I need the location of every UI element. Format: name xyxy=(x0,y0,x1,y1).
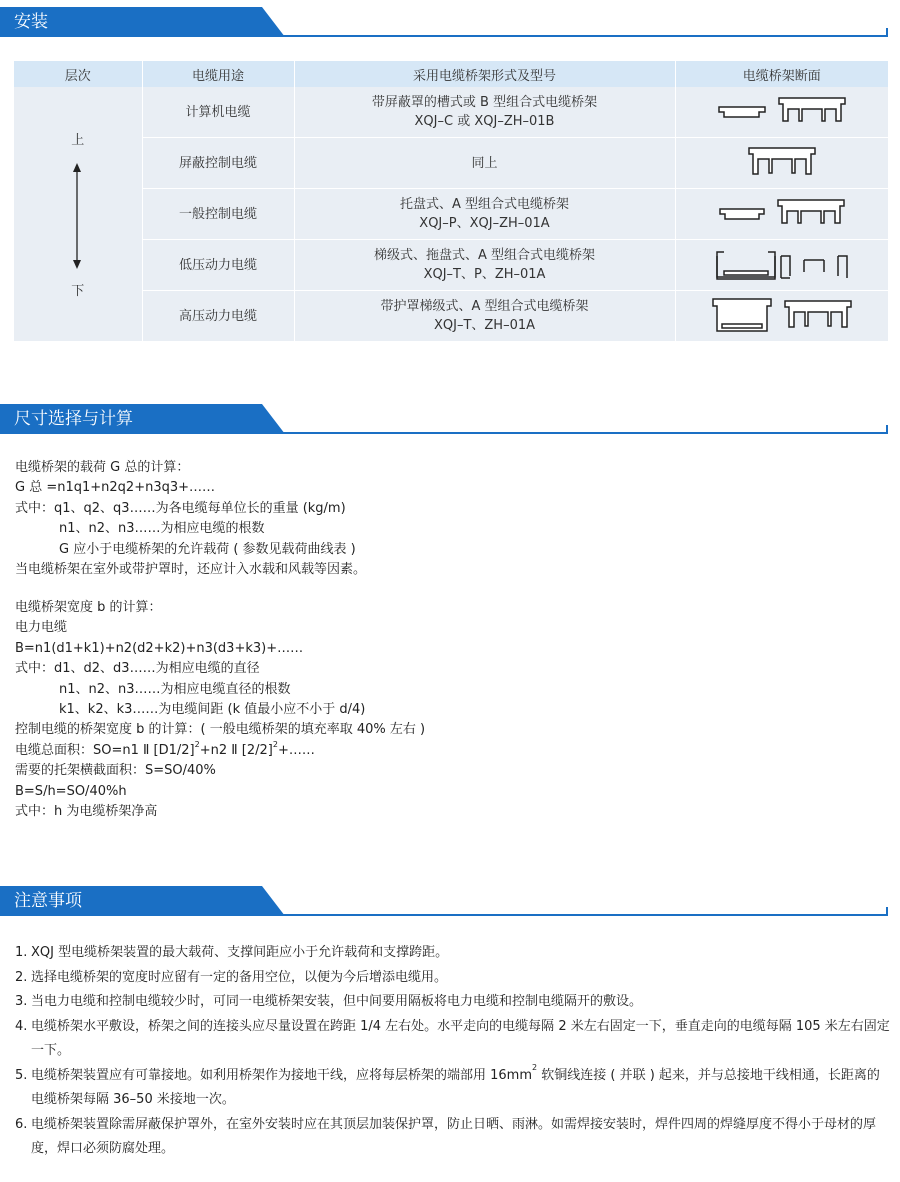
tray-ladder-a-icon xyxy=(780,250,848,280)
notes-list xyxy=(15,941,890,1162)
tray-cover-trough-small-icon xyxy=(718,102,766,122)
calc-line: B=S/h=SO/40%h xyxy=(15,783,127,799)
list-item xyxy=(15,966,890,991)
note-number: 1. xyxy=(15,945,28,960)
area-formula-part: +n2 Ⅱ [2/2] xyxy=(199,742,273,758)
list-item xyxy=(15,1113,890,1162)
section-header-notes xyxy=(0,886,888,916)
form-line-2: XQJ–C 或 XQJ–ZH–01B xyxy=(414,114,555,129)
level-top-label: 上 xyxy=(71,133,85,148)
use-cell: 高压动力电缆 xyxy=(142,291,294,342)
note-number: 3. xyxy=(15,994,28,1009)
tray-ladder-icon xyxy=(716,250,776,280)
form-line-2: XQJ–P、XQJ–ZH–01A xyxy=(419,216,550,231)
calc-line: B=n1(d1+k1)+n2(d2+k2)+n3(d3+k3)+…… xyxy=(15,640,304,656)
form-cell xyxy=(294,240,675,291)
calc-line: 式中：h 为电缆桥架净高 xyxy=(15,804,158,820)
form-cell xyxy=(294,87,675,138)
tray-shielded-trough-icon xyxy=(748,147,816,179)
calc-line: n1、n2、n3……为相应电缆直径的根数 xyxy=(59,681,291,697)
section-rule-end xyxy=(886,28,888,37)
header-form: 采用电缆桥架形式及型号 xyxy=(294,61,675,87)
note-text xyxy=(31,1064,890,1113)
calc-line: 电缆桥架的载荷 G 总的计算： xyxy=(15,460,190,475)
table-row xyxy=(14,291,888,342)
area-formula-part: +…… xyxy=(277,742,315,758)
load-calc-block xyxy=(15,458,366,580)
superscript: 2 xyxy=(194,739,200,749)
tray-pallet-small-icon xyxy=(719,204,765,224)
form-line-1: 带屏蔽罩的槽式或 B 型组合式电缆桥架 xyxy=(371,95,598,110)
use-cell: 屏蔽控制电缆 xyxy=(142,138,294,189)
tray-cover-trough-b-icon xyxy=(778,97,846,127)
width-calc-block xyxy=(15,598,425,822)
calc-line: 控制电缆的桥架宽度 b 的计算：( 一般电缆桥架的填充率取 40% 左右 ) xyxy=(15,722,426,738)
form-line-1: 同上 xyxy=(471,155,498,171)
tray-covered-a-icon xyxy=(784,300,852,332)
note-number: 2. xyxy=(15,969,28,985)
area-formula-part: 电缆总面积：SO=n1 Ⅱ [D1/2] xyxy=(15,742,195,758)
note-text-part: 软铜线连接 ( 并联 ) 起来，并与总接地干线相通，长距离的电缆桥架每隔 36–50 米接地一次。 xyxy=(31,1067,880,1107)
use-cell: 低压动力电缆 xyxy=(142,240,294,291)
superscript: 2 xyxy=(532,1062,538,1072)
section-title: 安装 xyxy=(14,12,48,32)
section-rule xyxy=(280,432,888,434)
form-line-1: 带护罩梯级式、A 型组合式电缆桥架 xyxy=(380,299,589,314)
calc-line: 式中：d1、d2、d3……为相应电缆的直径 xyxy=(15,661,260,677)
header-use: 电缆用途 xyxy=(142,61,294,87)
section-title: 注意事项 xyxy=(14,891,82,911)
header-section: 电缆桥架断面 xyxy=(675,61,888,87)
calc-line: G 应小于电缆桥架的允许载荷 ( 参数见载荷曲线表 ) xyxy=(59,541,356,557)
superscript: 2 xyxy=(272,739,278,749)
form-cell xyxy=(294,138,675,189)
tray-covered-ladder-icon xyxy=(712,298,772,334)
table-row xyxy=(14,138,888,189)
note-text: 电缆桥架水平敷设，桥架之间的连接头应尽量设置在跨距 1/4 左右处。水平走向的电缆每隔 2 米左右固定一下，垂直走向的电缆每隔 105 米左右固定一下。 xyxy=(31,1018,890,1058)
calc-line: k1、k2、k3……为电缆间距 (k 值最小应不小于 d/4) xyxy=(59,702,366,718)
section-header-size xyxy=(0,404,888,434)
header-level: 层次 xyxy=(14,61,142,87)
table-header-row xyxy=(14,61,888,87)
section-rule xyxy=(280,35,888,37)
form-cell xyxy=(294,189,675,240)
note-number: 4. xyxy=(15,1018,28,1034)
section-cell xyxy=(675,291,888,342)
section-title: 尺寸选择与计算 xyxy=(14,409,133,429)
section-cell xyxy=(675,240,888,291)
note-text: 电缆桥架装置除需屏蔽保护罩外，在室外安装时应在其顶层加装保护罩，防止日晒、雨淋。如需焊接安装时，焊件四周的焊缝厚度不得小于母材的厚度，焊口必须防腐处理。 xyxy=(31,1116,877,1156)
note-text: 当电力电缆和控制电缆较少时，可同一电缆桥架安装，但中间要用隔板将电力电缆和控制电缆隔开的敷设。 xyxy=(31,994,643,1009)
list-item xyxy=(15,1064,890,1113)
list-item xyxy=(15,941,890,966)
section-cell xyxy=(675,87,888,138)
form-line-1: 梯级式、拖盘式、A 型组合式电缆桥架 xyxy=(373,248,596,263)
list-item xyxy=(15,1015,890,1064)
install-table xyxy=(14,61,888,342)
up-down-arrow-icon xyxy=(70,163,84,269)
list-item xyxy=(15,990,890,1015)
calc-line: G 总 =n1q1+n2q2+n3q3+…… xyxy=(15,480,216,496)
calc-line: 电力电缆 xyxy=(15,620,68,636)
section-cell xyxy=(675,189,888,240)
table-row xyxy=(14,189,888,240)
note-text: XQJ 型电缆桥架装置的最大载荷、支撑间距应小于允许载荷和支撑跨距。 xyxy=(31,945,449,960)
tray-pallet-a-icon xyxy=(777,199,845,229)
calc-line-area xyxy=(15,741,425,761)
section-rule-end xyxy=(886,425,888,434)
use-cell: 一般控制电缆 xyxy=(142,189,294,240)
form-line-2: XQJ–T、P、ZH–01A xyxy=(423,267,546,282)
form-cell xyxy=(294,291,675,342)
note-number: 6. xyxy=(15,1116,28,1132)
level-bottom-label: 下 xyxy=(71,284,85,299)
use-cell: 计算机电缆 xyxy=(142,87,294,138)
form-line-1: 托盘式、A 型组合式电缆桥架 xyxy=(399,197,570,212)
table-row xyxy=(14,87,888,138)
calc-line: 当电缆桥架在室外或带护罩时，还应计入水载和风载等因素。 xyxy=(15,562,367,578)
level-cell xyxy=(14,87,142,342)
section-rule xyxy=(280,914,888,916)
calc-line: 式中：q1、q2、q3……为各电缆每单位长的重量 (kg/m) xyxy=(15,500,346,516)
form-line-2: XQJ–T、ZH–01A xyxy=(433,318,536,333)
note-text-part: 电缆桥架装置应有可靠接地。如利用桥架作为接地干线，应将每层桥架的端部用 16mm xyxy=(31,1067,533,1083)
note-text: 选择电缆桥架的宽度时应留有一定的备用空位，以便为今后增添电缆用。 xyxy=(31,969,448,985)
calc-line: 需要的托架横截面积：S=SO/40% xyxy=(15,763,216,779)
section-header-install xyxy=(0,7,888,37)
table-row xyxy=(14,240,888,291)
section-cell xyxy=(675,138,888,189)
calc-line: n1、n2、n3……为相应电缆的根数 xyxy=(59,521,265,537)
section-rule-end xyxy=(886,907,888,916)
calc-line: 电缆桥架宽度 b 的计算： xyxy=(15,600,162,615)
note-number: 5. xyxy=(15,1067,28,1083)
